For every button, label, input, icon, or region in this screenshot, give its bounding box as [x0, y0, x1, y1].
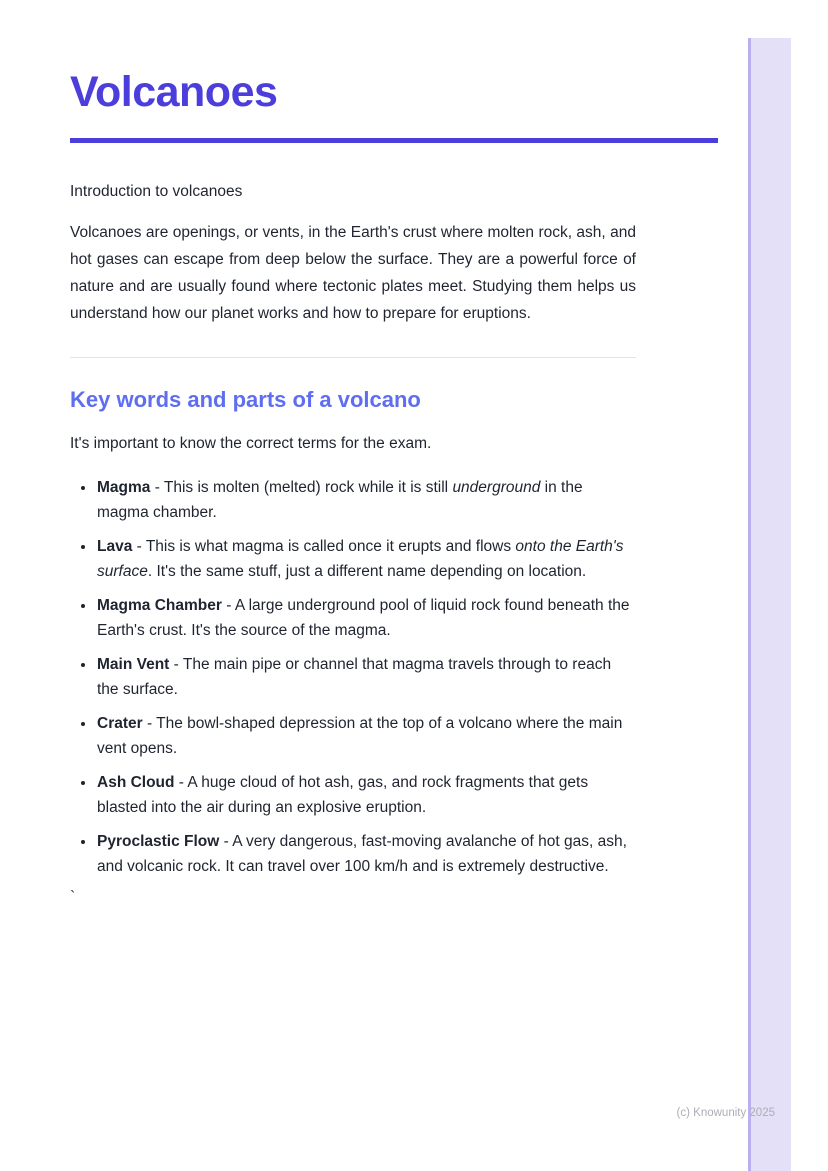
term-text: - A large underground pool of liquid rock found beneath the Earth's crust. It's the source of the magma.	[97, 597, 630, 640]
title-divider	[70, 138, 718, 143]
section-lead: It's important to know the correct terms for the exam.	[70, 435, 432, 453]
intro-label: Introduction to volcanoes	[70, 183, 243, 201]
list-item	[96, 475, 632, 525]
term-emphasis: onto the Earth's surface	[97, 538, 624, 581]
footer-copyright: (c) Knowunity 2025	[676, 1107, 775, 1119]
term-name: Main Vent	[97, 656, 170, 674]
term-text: in the magma chamber.	[97, 479, 583, 522]
section-divider	[70, 357, 636, 358]
term-text: - A huge cloud of hot ash, gas, and rock fragments that gets blasted into the air during an explosive eruption.	[97, 774, 589, 817]
keyword-list	[70, 475, 632, 879]
term-emphasis: underground	[452, 479, 541, 497]
list-item	[96, 534, 632, 584]
term-name: Magma Chamber	[97, 597, 222, 615]
list-item	[96, 711, 632, 761]
term-text: - The main pipe or channel that magma travels through to reach the surface.	[97, 656, 612, 699]
term-name: Pyroclastic Flow	[97, 833, 220, 851]
term-name: Ash Cloud	[97, 774, 175, 792]
list-item	[96, 770, 632, 820]
term-name: Magma	[97, 479, 151, 497]
list-item	[96, 652, 632, 702]
term-name: Crater	[97, 715, 143, 733]
list-item	[96, 829, 632, 879]
list-item	[96, 593, 632, 643]
term-text: - This is what magma is called once it erupts and flows	[132, 538, 516, 556]
term-text: - A very dangerous, fast-moving avalanche of hot gas, ash, and volcanic rock. It can travel over 100 km/h and is extremely destructive.	[97, 833, 627, 876]
decorative-side-strip	[748, 38, 791, 1171]
term-name: Lava	[97, 538, 133, 556]
term-text: - This is molten (melted) rock while it is still	[150, 479, 453, 497]
term-text: - The bowl-shaped depression at the top of a volcano where the main vent opens.	[97, 715, 623, 758]
stray-character: `	[70, 889, 76, 907]
intro-paragraph: Volcanoes are openings, or vents, in the Earth's crust where molten rock, ash, and hot gases can escape from deep below the surface. They are a powerful force of nature and are usually found where tectonic plates meet. Studying them helps us understand how our planet works and how to prepare for eruptions.	[70, 224, 636, 323]
section-heading: Key words and parts of a volcano	[70, 387, 421, 413]
document-content	[70, 0, 718, 907]
page-title: Volcanoes	[70, 68, 278, 116]
term-text: . It's the same stuff, just a different name depending on location.	[147, 563, 587, 581]
